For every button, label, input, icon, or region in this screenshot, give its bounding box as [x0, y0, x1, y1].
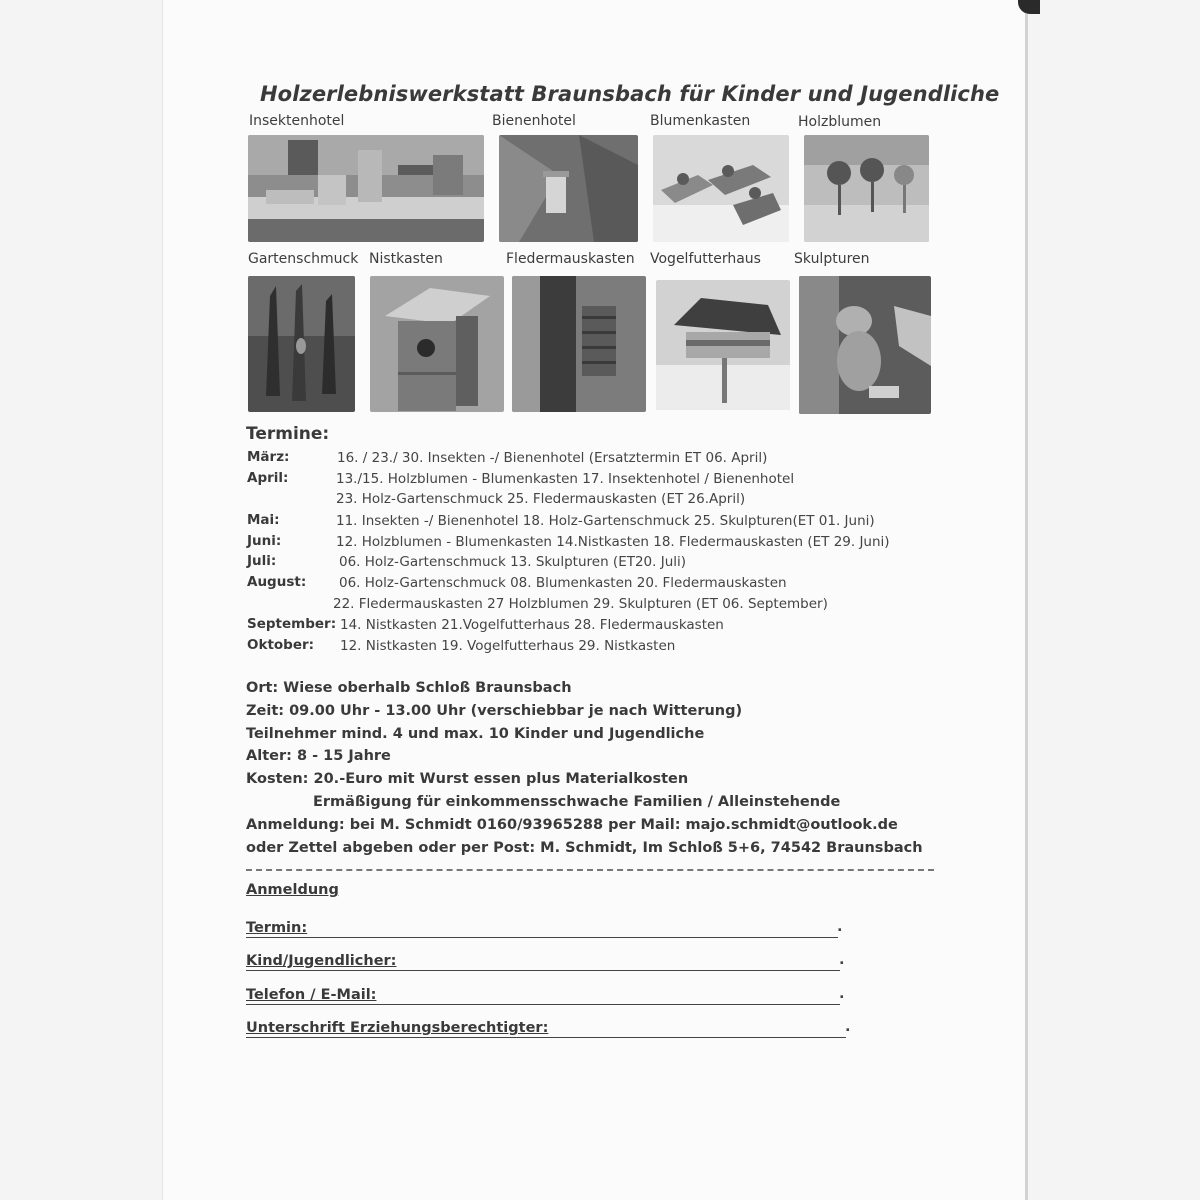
schedule-month: Juli: — [247, 553, 277, 569]
photo-insektenhotel — [248, 135, 484, 242]
photo-fledermauskasten — [512, 276, 646, 412]
form-end-mark: . — [839, 952, 845, 968]
info-time: Zeit: 09.00 Uhr - 13.00 Uhr (verschiebbar je nach Witterung) — [246, 703, 743, 719]
schedule-month: April: — [247, 470, 289, 486]
form-label-contact: Telefon / E-Mail: — [246, 987, 377, 1003]
info-participants: Teilnehmer mind. 4 und max. 10 Kinder und Jugendliche — [246, 726, 705, 742]
photo-label-holzblumen: Holzblumen — [798, 114, 882, 130]
form-end-mark: . — [839, 986, 845, 1002]
form-field-termin[interactable] — [246, 917, 838, 938]
flyer-title: Holzerlebniswerkstatt Braunsbach für Kinder und Jugendliche — [260, 82, 1000, 106]
form-label-signature: Unterschrift Erziehungsberechtigter: — [246, 1020, 549, 1036]
schedule-line: 13./15. Holzblumen - Blumenkasten 17. Insektenhotel / Bienenhotel — [336, 471, 795, 487]
schedule-month: März: — [247, 449, 290, 465]
photo-blumenkasten — [653, 135, 789, 242]
schedule-line: 23. Holz-Gartenschmuck 25. Fledermauskasten (ET 26.April) — [336, 491, 746, 507]
schedule-line: 22. Fledermauskasten 27 Holzblumen 29. Skulpturen (ET 06. September) — [333, 596, 828, 612]
schedule-month: Oktober: — [247, 637, 315, 653]
schedule-line: 06. Holz-Gartenschmuck 08. Blumenkasten 20. Fledermauskasten — [339, 575, 787, 591]
schedule-month: September: — [247, 616, 337, 632]
schedule-line: 06. Holz-Gartenschmuck 13. Skulpturen (ET20. Juli) — [339, 554, 687, 570]
schedule-month: August: — [247, 574, 307, 590]
form-heading: Anmeldung — [246, 882, 339, 898]
photo-label-blumenkasten: Blumenkasten — [650, 113, 751, 129]
form-label-termin: Termin: — [246, 920, 308, 936]
photo-label-gartenschmuck: Gartenschmuck — [248, 251, 359, 267]
form-end-mark: . — [845, 1019, 851, 1035]
info-location: Ort: Wiese oberhalb Schloß Braunsbach — [246, 680, 572, 696]
schedule-heading: Termine: — [246, 424, 330, 444]
page-edge — [1025, 14, 1028, 1200]
photo-skulpturen — [799, 276, 931, 414]
info-discount: Ermäßigung für einkommensschwache Familien / Alleinstehende — [313, 794, 841, 810]
photo-label-fledermauskasten: Fledermauskasten — [506, 251, 635, 267]
schedule-line: 12. Holzblumen - Blumenkasten 14.Nistkasten 18. Fledermauskasten (ET 29. Juni) — [336, 534, 890, 550]
photo-label-vogelfutterhaus: Vogelfutterhaus — [650, 251, 761, 267]
photo-gartenschmuck — [248, 276, 355, 412]
photo-vogelfutterhaus — [656, 280, 790, 410]
info-postal-address: oder Zettel abgeben oder per Post: M. Schmidt, Im Schloß 5+6, 74542 Braunsbach — [246, 840, 923, 856]
schedule-line: 11. Insekten -/ Bienenhotel 18. Holz-Gartenschmuck 25. Skulpturen(ET 01. Juni) — [336, 513, 875, 529]
photo-label-skulpturen: Skulpturen — [794, 251, 870, 267]
form-field-contact[interactable] — [246, 984, 840, 1005]
photo-label-bienenhotel: Bienenhotel — [492, 113, 576, 129]
photo-holzblumen — [804, 135, 929, 242]
form-end-mark: . — [837, 919, 843, 935]
schedule-line: 14. Nistkasten 21.Vogelfutterhaus 28. Fledermauskasten — [340, 617, 724, 633]
schedule-line: 16. / 23./ 30. Insekten -/ Bienenhotel (Ersatztermin ET 06. April) — [337, 450, 768, 466]
schedule-month: Juni: — [247, 533, 282, 549]
form-label-kind: Kind/Jugendlicher: — [246, 953, 397, 969]
form-field-signature[interactable] — [246, 1017, 846, 1038]
photo-nistkasten — [370, 276, 504, 412]
info-age: Alter: 8 - 15 Jahre — [246, 748, 391, 764]
schedule-line: 12. Nistkasten 19. Vogelfutterhaus 29. Nistkasten — [340, 638, 676, 654]
cut-line — [246, 869, 934, 871]
schedule-month: Mai: — [247, 512, 280, 528]
form-field-kind[interactable] — [246, 950, 840, 971]
photo-bienenhotel — [499, 135, 638, 242]
photo-label-nistkasten: Nistkasten — [369, 251, 443, 267]
info-registration-contact: Anmeldung: bei M. Schmidt 0160/93965288 per Mail: majo.schmidt@outlook.de — [246, 817, 898, 833]
info-cost: Kosten: 20.-Euro mit Wurst essen plus Materialkosten — [246, 771, 689, 787]
photo-label-insektenhotel: Insektenhotel — [249, 113, 345, 129]
